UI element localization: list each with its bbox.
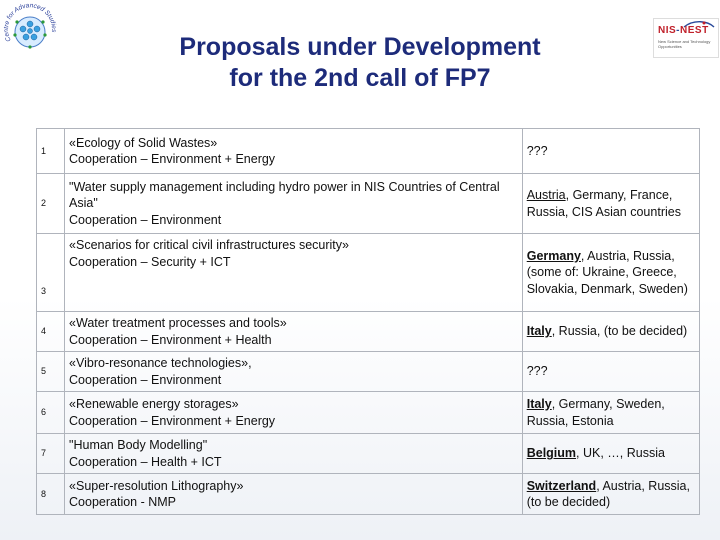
project-cell xyxy=(65,434,523,474)
project-title: "Water supply management including hydro power in NIS Countries of Central Asia" xyxy=(69,179,500,211)
project-cell xyxy=(65,474,523,515)
lead-country: Italy xyxy=(526,397,552,411)
partners-cell xyxy=(522,474,699,515)
project-cell xyxy=(65,352,523,392)
project-program: Cooperation – Environment xyxy=(69,372,222,387)
partner-countries: , Austria, Russia, (to be decided) xyxy=(526,478,690,509)
project-cell xyxy=(65,392,523,434)
partners-cell xyxy=(522,234,699,312)
row-number: 3 xyxy=(37,234,65,312)
partner-countries: , UK, …, Russia xyxy=(576,446,665,461)
svg-text:Centre for Advanced Studies: Centre for Advanced Studies xyxy=(2,2,58,43)
project-program: Cooperation – Environment + Health xyxy=(69,332,272,347)
project-program: Cooperation – Environment + Energy xyxy=(69,152,276,166)
table-row xyxy=(37,174,700,234)
partners-cell xyxy=(522,392,699,434)
project-title: "Human Body Modelling" xyxy=(69,438,208,452)
lead-country: Italy xyxy=(526,324,552,339)
table-row xyxy=(37,312,700,352)
table-row xyxy=(37,129,700,174)
table-row xyxy=(37,434,700,474)
project-cell xyxy=(65,312,523,352)
table-row xyxy=(37,234,700,312)
project-cell xyxy=(65,129,523,174)
project-title: «Renewable energy storages» xyxy=(69,397,239,411)
centre-logo xyxy=(2,2,58,58)
partner-countries: ??? xyxy=(526,364,548,379)
table-row xyxy=(37,352,700,392)
nis-nest-logo xyxy=(653,18,719,58)
page-title xyxy=(100,32,620,94)
row-number: 8 xyxy=(37,474,65,515)
partners-cell xyxy=(522,434,699,474)
project-program: Cooperation - NMP xyxy=(69,495,177,509)
title-line-1: Proposals under Development xyxy=(179,33,541,61)
partners-cell xyxy=(522,352,699,392)
partner-countries: ??? xyxy=(526,143,548,158)
project-program: Cooperation – Security + ICT xyxy=(69,254,231,269)
project-cell xyxy=(65,234,523,312)
partner-countries: , Russia, (to be decided) xyxy=(551,324,688,339)
project-program: Cooperation – Health + ICT xyxy=(69,454,222,469)
project-program: Cooperation – Environment xyxy=(69,212,222,227)
row-number: 7 xyxy=(37,434,65,474)
row-number: 5 xyxy=(37,352,65,392)
partners-cell xyxy=(522,312,699,352)
partner-countries: , Germany, France, Russia, CIS Asian countries xyxy=(526,188,681,219)
project-title: «Ecology of Solid Wastes» xyxy=(69,135,218,150)
partner-countries: , Germany, Sweden, Russia, Estonia xyxy=(526,397,665,428)
project-title: «Super-resolution Lithography» xyxy=(69,478,244,493)
proposals-table xyxy=(36,128,700,515)
lead-country: Austria xyxy=(526,188,566,202)
project-title: «Vibro-resonance technologies», xyxy=(69,356,252,370)
logo-brand: NIS-NEST xyxy=(658,25,709,36)
partners-cell xyxy=(522,129,699,174)
row-number: 1 xyxy=(37,129,65,174)
row-number: 2 xyxy=(37,174,65,234)
lead-country: Belgium xyxy=(526,446,577,461)
table-row xyxy=(37,474,700,515)
logo-tagline: New Science and Technology Opportunities xyxy=(658,39,711,49)
project-title: «Water treatment processes and tools» xyxy=(69,316,287,330)
title-line-2: for the 2nd call of FP7 xyxy=(229,64,491,92)
row-number: 6 xyxy=(37,392,65,434)
project-cell xyxy=(65,174,523,234)
project-program: Cooperation – Environment + Energy xyxy=(69,413,276,428)
partners-cell xyxy=(522,174,699,234)
lead-country: Switzerland xyxy=(526,478,597,493)
row-number: 4 xyxy=(37,312,65,352)
lead-country: Germany xyxy=(526,248,581,263)
table-row xyxy=(37,392,700,434)
project-title: «Scenarios for critical civil infrastructures security» xyxy=(69,238,349,252)
partner-countries: , Austria, Russia, (some of: Ukraine, Greece, Slovakia, Denmark, Sweden) xyxy=(526,248,688,296)
